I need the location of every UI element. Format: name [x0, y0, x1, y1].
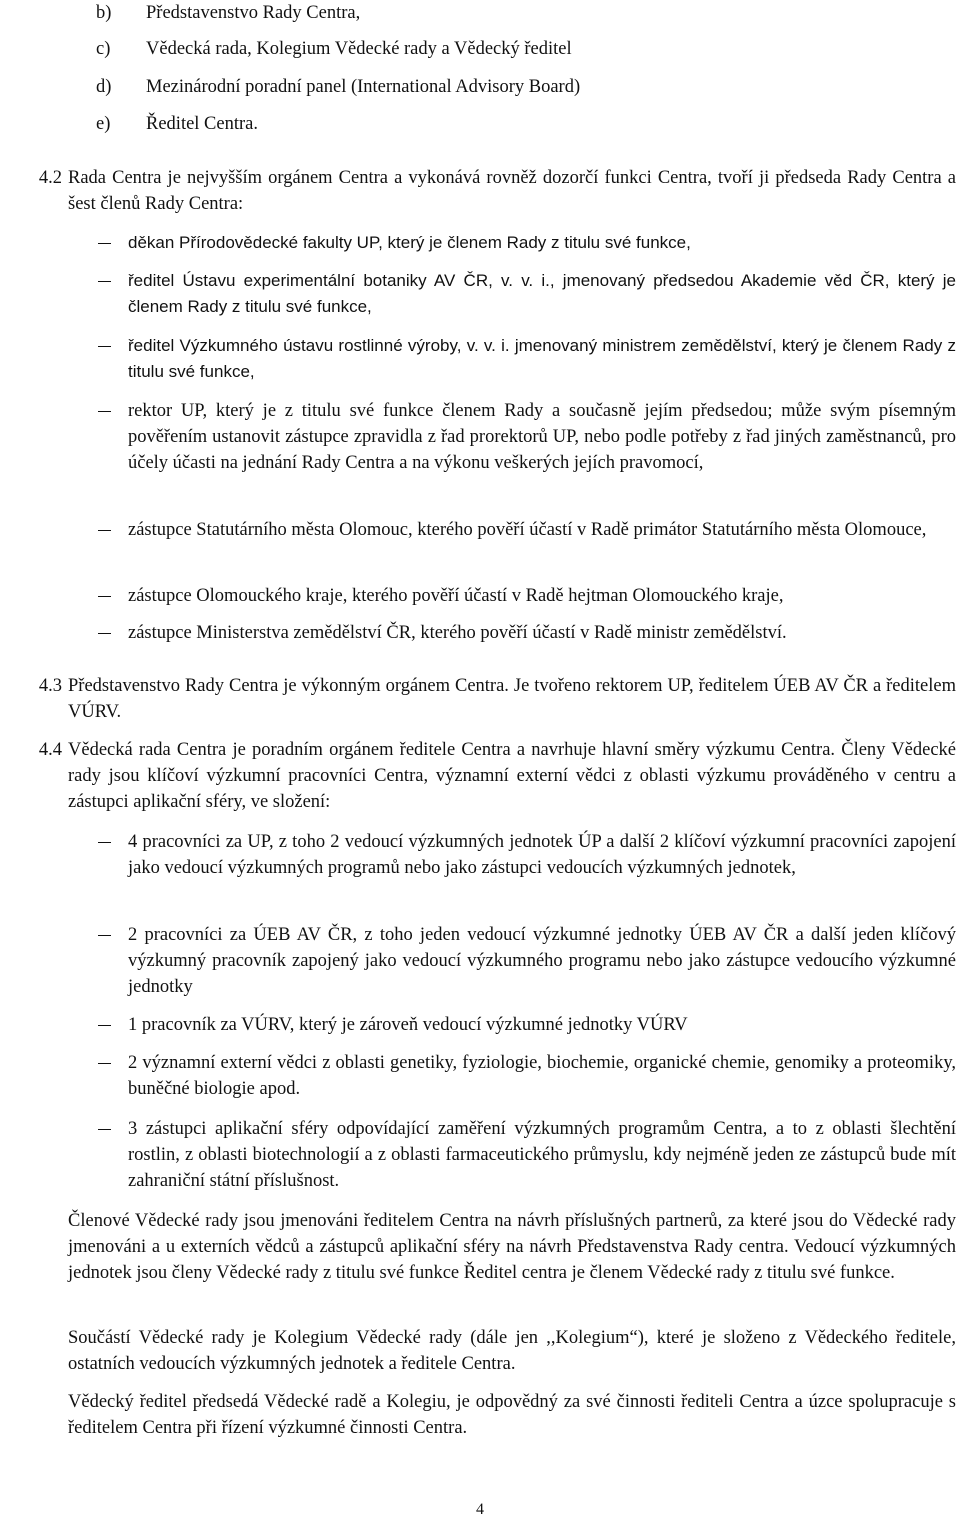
- section-4-3: [38, 673, 956, 725]
- dash-bullet: [98, 1063, 111, 1064]
- dash-bullet: [98, 281, 111, 282]
- list-item: [128, 517, 956, 543]
- list-item: [128, 1116, 956, 1194]
- dash-bullet: [98, 346, 111, 347]
- list-text: zástupce Statutárního města Olomouc, kterého pověří účastí v Radě primátor Statutárního města Olomouce,: [128, 520, 927, 540]
- dash-bullet: [98, 596, 111, 597]
- section-intro: Rada Centra je nejvyšším orgánem Centra a vykonává rovněž dozorčí funkci Centra, tvoří ji předseda Rady Centra a šest členů Rady Centra:: [68, 168, 956, 214]
- list-text: ředitel Výzkumného ústavu rostlinné výroby, v. v. i. jmenovaný ministrem zemědělství, který je členem Rady z titulu své funkce,: [128, 336, 956, 381]
- section-number: 4.4: [38, 740, 62, 760]
- section-text: Představenstvo Rady Centra je výkonným orgánem Centra. Je tvořeno rektorem UP, ředitelem ÚEB AV ČR a ředitelem VÚRV.: [68, 676, 956, 722]
- list-item: [128, 922, 956, 1000]
- list-text: zástupce Ministerstva zemědělství ČR, kterého pověří účastí v Radě ministr zemědělství.: [128, 623, 787, 643]
- list-text: děkan Přírodovědecké fakulty UP, který je členem Rady z titulu své funkce,: [128, 233, 691, 252]
- list-label: e): [96, 114, 111, 134]
- list-item: [128, 1012, 956, 1038]
- dash-bullet: [98, 243, 111, 244]
- list-text: 3 zástupci aplikační sféry odpovídající zaměření výzkumných programům Centra, a to z oblasti šlechtění rostlin, z oblasti biotechnologií a z oblasti farmaceutického průmyslu, kdy nejméně jeden ze zástupců bude mít zahraniční státní příslušnost.: [128, 1119, 956, 1191]
- list-text: 1 pracovník za VÚRV, který je zároveň vedoucí výzkumné jednotky VÚRV: [128, 1015, 688, 1035]
- dash-bullet: [98, 530, 111, 531]
- section-4-4: [38, 737, 956, 815]
- list-text: Mezinárodní poradní panel (International Advisory Board): [146, 77, 581, 97]
- list-text: Vědecká rada, Kolegium Vědecké rady a Vědecký ředitel: [146, 39, 572, 59]
- paragraph: Členové Vědecké rady jsou jmenováni ředitelem Centra na návrh příslušných partnerů, za které jsou do Vědecké rady jmenováni a u externích vědců a zástupců aplikační sféry na návrh Představenstva Rady centra. Vedoucí výzkumných jednotek jsou členy Vědecké rady z titulu své funkce Ředitel centra je členem Vědecké rady z titulu své funkce.: [68, 1211, 956, 1283]
- page-number: 4: [476, 1501, 484, 1518]
- dash-bullet: [98, 1025, 111, 1026]
- section-4-2: [38, 165, 956, 217]
- paragraph: Vědecký ředitel předsedá Vědecké radě a Kolegiu, je odpovědný za své činnosti řediteli Centra a úzce spolupracuje s ředitelem Centra při řízení výzkumné činnosti Centra.: [68, 1392, 956, 1438]
- list-item: [128, 268, 956, 320]
- list-label: c): [96, 39, 111, 59]
- list-item: [128, 398, 956, 476]
- list-label: d): [96, 77, 112, 97]
- section-number: 4.3: [38, 676, 62, 696]
- section-number: 4.2: [38, 168, 62, 188]
- dash-bullet: [98, 842, 111, 843]
- list-text: 2 pracovníci za ÚEB AV ČR, z toho jeden vedoucí výzkumné jednotky ÚEB AV ČR a další jeden klíčový výzkumný pracovník zapojený jako vedoucí výzkumného programu nebo jako zástupce vedoucího výzkumné jednotky: [128, 925, 956, 997]
- list-label: b): [96, 3, 112, 23]
- list-text: ředitel Ústavu experimentální botaniky AV ČR, v. v. i., jmenovaný předsedou Akademie věd ČR, který je členem Rady z titulu své funkce,: [128, 271, 956, 316]
- list-text: zástupce Olomouckého kraje, kterého pověří účastí v Radě hejtman Olomouckého kraje,: [128, 586, 784, 606]
- list-item: [128, 230, 956, 256]
- dash-bullet: [98, 935, 111, 936]
- list-item: [128, 1050, 956, 1102]
- section-intro: Vědecká rada Centra je poradním orgánem ředitele Centra a navrhuje hlavní směry výzkumu Centra. Členy Vědecké rady jsou klíčoví výzkumní pracovníci Centra, významní externí vědci z oblasti výzkumu prováděného v centru a zástupci aplikační sféry, ve složení:: [68, 740, 956, 812]
- list-item: [128, 333, 956, 385]
- list-text: Ředitel Centra.: [146, 114, 258, 134]
- list-text: Představenstvo Rady Centra,: [146, 3, 361, 23]
- list-item: [128, 620, 956, 646]
- dash-bullet: [98, 411, 111, 412]
- paragraph: Součástí Vědecké rady je Kolegium Vědecké rady (dále jen ,,Kolegium“), které je složeno z Vědeckého ředitele, ostatních vedoucích výzkumných jednotek a ředitele Centra.: [68, 1328, 956, 1374]
- list-item: [128, 829, 956, 881]
- list-item: [128, 583, 956, 609]
- list-text: 2 významní externí vědci z oblasti genetiky, fyziologie, biochemie, organické chemie, genomiky a proteomiky, buněčné biologie apod.: [128, 1053, 956, 1099]
- dash-bullet: [98, 1129, 111, 1130]
- list-text: rektor UP, který je z titulu své funkce členem Rady a současně jejím předsedou; může svým písemným pověřením ustanovit zástupce zpravidla z řad prorektorů UP, nebo podle potřeby z řad jiných zaměstnanců, pro účely účasti na jednání Rady Centra a na výkonu veškerých jejích pravomocí,: [128, 401, 956, 473]
- list-text: 4 pracovníci za UP, z toho 2 vedoucí výzkumných jednotek ÚP a další 2 klíčoví výzkumní pracovníci zapojení jako vedoucí výzkumných programů nebo jako zástupci vedoucích výzkumných jednotek,: [128, 832, 956, 878]
- dash-bullet: [98, 633, 111, 634]
